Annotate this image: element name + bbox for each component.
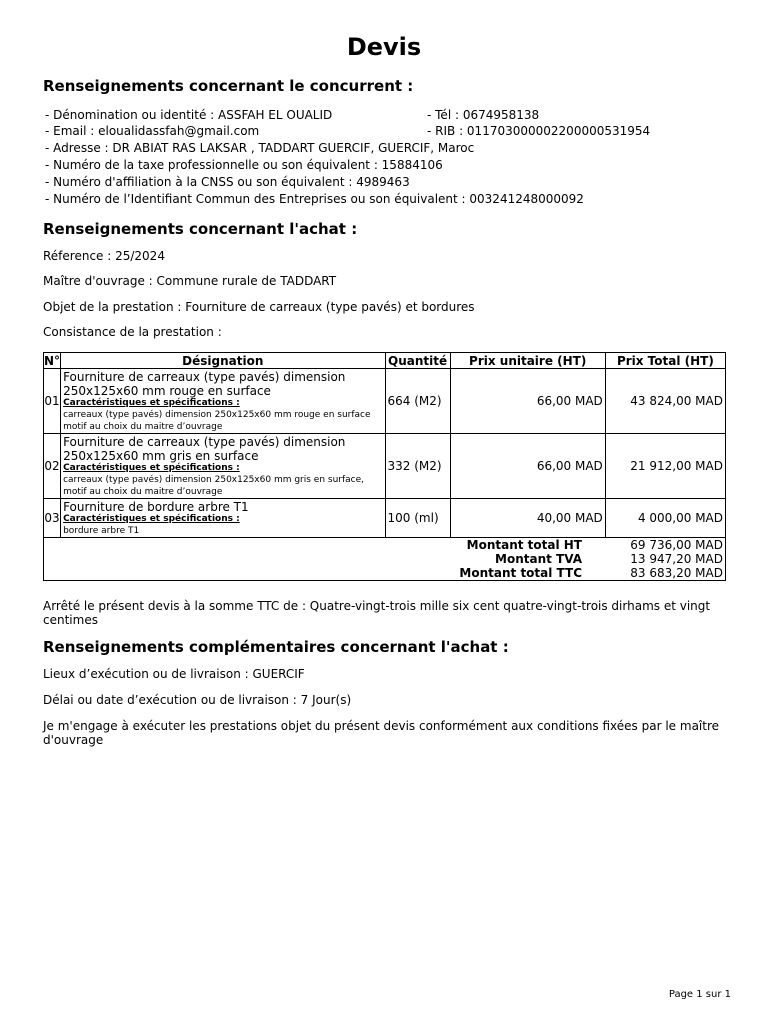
objet-line: Objet de la prestation : Fourniture de carreaux (type pavés) et bordures [43,300,475,314]
lieux-line: Lieux d’exécution ou de livraison : GUERCIF [43,667,305,681]
engagement-paragraph: Je m'engage à exécuter les prestations objet du présent devis conformément aux conditions fixées par le maître d'ouvrage [43,719,720,747]
reference-line: Réference : 25/2024 [43,249,165,263]
row-designation: Fourniture de bordure arbre T1 [63,499,249,514]
total-ht [44,538,725,552]
spec-label: Caractéristiques et spécifications : [63,397,240,408]
taxe-line: - Numéro de la taxe professionnelle ou son équivalent : 15884106 [45,158,443,172]
row-spec: bordure arbre T1 [63,525,140,536]
row-prix-unitaire: 66,00 MAD [450,369,605,434]
table-row [44,499,726,538]
row-quantite: 664 (M2) [385,369,450,434]
total-ttc [44,566,725,580]
arrete-paragraph: Arrêté le présent devis à la somme TTC de : Quatre-vingt-trois mille six cent quatre-vingt-trois dirhams et vingt centimes [43,599,711,627]
row-designation: Fourniture de carreaux (type pavés) dimension 250x125x60 mm gris en surface [63,434,346,463]
concurrent-heading: Renseignements concernant le concurrent : [43,77,414,95]
table-row [44,434,726,499]
total-tva-label: Montant TVA [495,552,582,566]
email-line: - Email : eloualidassfah@gmail.com [45,124,260,138]
totals-cell [44,538,726,581]
total-ht-label: Montant total HT [466,538,582,552]
row-designation: Fourniture de carreaux (type pavés) dimension 250x125x60 mm rouge en surface [63,369,346,398]
header-prix-unitaire: Prix unitaire (HT) [450,353,605,369]
total-tva-value: 13 947,20 MAD [630,552,723,566]
maitre-line: Maître d'ouvrage : Commune rurale de TADDART [43,274,337,288]
row-num: 03 [44,499,61,538]
total-tva [44,552,725,566]
row-spec: carreaux (type pavés) dimension 250x125x60 mm gris en surface, motif au choix du maitre d’ouvrage [63,474,365,497]
spec-label: Caractéristiques et spécifications : [63,513,240,524]
row-prix-total: 43 824,00 MAD [605,369,725,434]
table-header-row [44,353,726,369]
row-prix-total: 21 912,00 MAD [605,434,725,499]
row-spec: carreaux (type pavés) dimension 250x125x60 mm rouge en surface motif au choix du maitre d’ouvrage [63,409,371,432]
row-prix-unitaire: 66,00 MAD [450,434,605,499]
row-designation-cell [61,499,385,538]
table-row [44,369,726,434]
header-designation: Désignation [61,353,385,369]
rib-line: - RIB : 011703000002200000531954 [427,124,651,138]
total-ht-value: 69 736,00 MAD [630,538,723,552]
delai-line: Délai ou date d’exécution ou de livraison : 7 Jour(s) [43,693,352,707]
complementaire-heading: Renseignements complémentaires concernant l'achat : [43,638,509,656]
row-designation-cell [61,434,385,499]
ice-line: - Numéro de l’Identifiant Commun des Entreprises ou son équivalent : 003241248000092 [45,192,584,206]
total-ttc-value: 83 683,20 MAD [630,566,723,580]
row-prix-total: 4 000,00 MAD [605,499,725,538]
header-quantite: Quantité [385,353,450,369]
spec-label: Caractéristiques et spécifications : [63,462,240,473]
achat-heading: Renseignements concernant l'achat : [43,220,358,238]
consistance-line: Consistance de la prestation : [43,325,222,339]
header-num: N° [44,353,61,368]
cnss-line: - Numéro d'affiliation à la CNSS ou son équivalent : 4989463 [45,175,410,189]
totals-row [44,538,726,581]
row-num: 02 [44,434,61,499]
total-ttc-label: Montant total TTC [459,566,582,580]
header-prix-total: Prix Total (HT) [605,353,725,369]
adresse-line: - Adresse : DR ABIAT RAS LAKSAR , TADDART GUERCIF, GUERCIF, Maroc [45,141,475,155]
row-prix-unitaire: 40,00 MAD [450,499,605,538]
row-num: 01 [44,369,61,434]
tel-line: - Tél : 0674958138 [427,108,540,122]
row-designation-cell [61,369,385,434]
page-number: Page 1 sur 1 [668,989,731,1000]
row-quantite: 100 (ml) [385,499,450,538]
items-table [43,352,726,581]
row-quantite: 332 (M2) [385,434,450,499]
denomination-line: - Dénomination ou identité : ASSFAH EL OUALID [45,108,333,122]
document-title: Devis [346,33,422,61]
